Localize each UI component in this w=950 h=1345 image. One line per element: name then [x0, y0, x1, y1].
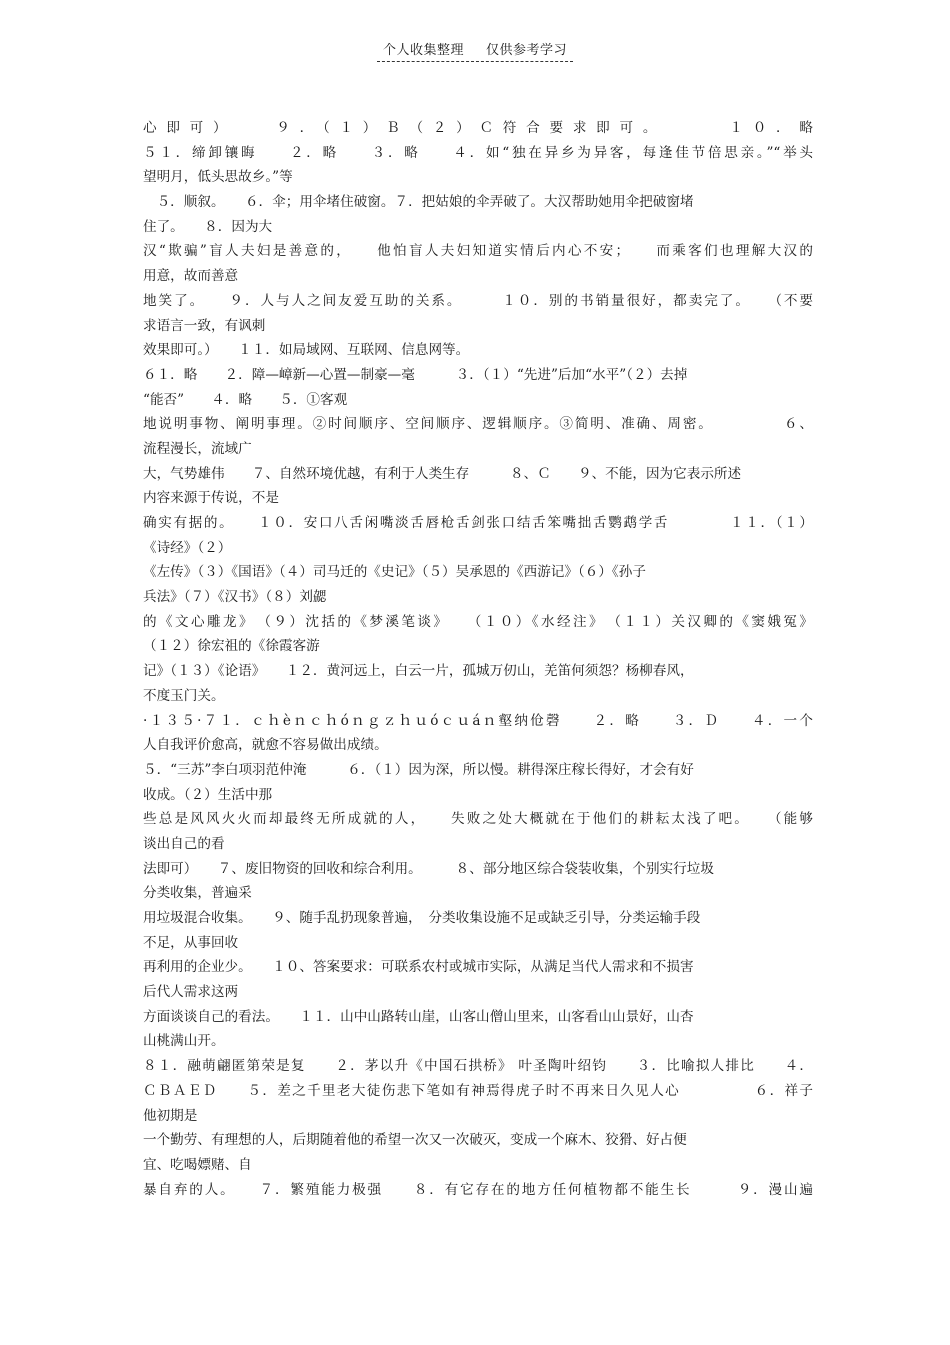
text-line: 暴自弃的人。 ７．繁殖能力极强 ８．有它存在的地方任何植物都不能生长 ９．漫山遍 — [143, 1181, 813, 1198]
text-line: 后代人需求这两 — [143, 984, 239, 1001]
text-line: 大，气势雄伟 ７、自然环境优越，有利于人类生存 ８、Ｃ ９、不能，因为它表示所述 — [143, 465, 742, 482]
text-line: 不足，从事回收 — [143, 934, 239, 951]
text-line: “能否” ４．略 ５．①客观 — [143, 391, 348, 408]
text-line: 地说明事物、阐明事理。②时间顺序、空间顺序、逻辑顺序。③简明、准确、周密。 ６、 — [143, 416, 813, 433]
text-line: 《诗经》（２） — [143, 539, 232, 556]
text-line: 收成。（２）生活中那 — [143, 786, 273, 803]
text-line: 内容来源于传说，不是 — [143, 490, 279, 507]
text-line: ·１３５·７１．ｃｈèｎｃｈóｎｇｚｈｕóｃｕáｎ壑纳伧磬 ２．略 ３．Ｄ ４．一个 — [143, 712, 813, 729]
text-line: 再利用的企业少。 １０、答案要求：可联系农村或城市实际，从满足当代人需求和不损害 — [143, 959, 694, 976]
text-line: 山桃满山开。 — [143, 1033, 225, 1050]
text-line: ５．顺叙。 ６．伞；用伞堵住破窗。７．把姑娘的伞弄破了。大汉帮助她用伞把破窗堵 — [143, 194, 694, 211]
page-header — [0, 39, 950, 62]
text-line: 《左传》（３）《国语》（４）司马迁的《史记》（５）吴承恩的《西游记》（６）《孙子 — [143, 564, 646, 581]
text-line: 分类收集，普遍采 — [143, 885, 252, 902]
text-line: 望明月，低头思故乡。”等 — [143, 169, 293, 186]
text-line: 心即可） ９．（１）Ｂ（２）Ｃ符合要求即可。 １０．略 — [143, 120, 813, 136]
text-line: 确实有据的。 １０．安口八舌闲嘴淡舌唇枪舌剑张口结舌笨嘴拙舌鹦鹉学舌 １１．（１） — [143, 515, 813, 531]
text-line: ５１．缔卸镶晦 ２．略 ３．略 ４．如“独在异乡为异客，每逢佳节倍思亲。”“举头 — [143, 144, 813, 161]
text-line: 法即可） ７、废旧物资的回收和综合利用。 ８、部分地区综合袋装收集，个别实行垃圾 — [143, 860, 714, 877]
text-line: 流程漫长，流域广 — [143, 440, 252, 457]
text-line: 效果即可。） １１．如局域网、互联网、信息网等。 — [143, 342, 470, 359]
text-line: 的《文心雕龙》 （９）沈括的《梦溪笔谈》 （１０）《水经注》 （１１）关汉卿的《窦娥冤》 — [143, 613, 813, 630]
text-line: 不度玉门关。 — [143, 687, 225, 704]
header-banner — [377, 39, 573, 62]
text-line: ＣＢＡＥＤ ５．差之千里老大徒伤悲下笔如有神焉得虎子时不再来日久见人心 ６．祥子 — [143, 1082, 813, 1099]
header-right-text: 仅供参考学习 — [486, 43, 568, 58]
text-line: ６１．略 ２．障—嶂新—心置—制豪—毫 ３．（１）“先进”后加“水平”（２）去掉 — [143, 366, 688, 383]
text-line: 用意，故而善意 — [143, 268, 239, 285]
text-line: 兵法》（７）《汉书》（８）刘勰 — [143, 589, 327, 606]
header-left-text: 个人收集整理 — [382, 43, 464, 58]
text-line: ８１．融萌翩匿第荣是复 ２．茅以升《中国石拱桥》 叶圣陶叶绍钧 ３．比喻拟人排比 ４． — [143, 1058, 813, 1075]
text-line: （１２）徐宏祖的《徐霞客游 — [143, 638, 320, 655]
text-line: 方面谈谈自己的看法。 １１．山中山路转山崖，山客山僧山里来，山客看山山景好，山杏 — [143, 1008, 694, 1025]
text-line: 谈出自己的看 — [143, 835, 225, 852]
text-line: 求语言一致，有讽刺 — [143, 317, 266, 334]
text-line: 住了。 ８．因为大 — [143, 218, 273, 235]
text-line: 一个勤劳、有理想的人，后期随着他的希望一次又一次破灭，变成一个麻木、狡猾、好占便 — [143, 1132, 687, 1149]
text-line: 汉“欺骗”盲人夫妇是善意的， 他怕盲人夫妇知道实情后内心不安； 而乘客们也理解大汉的 — [143, 243, 813, 260]
text-line: 他初期是 — [143, 1107, 198, 1124]
text-line: ５．“三苏”李白项羽范仲淹 ６．（１）因为深，所以慢。耕得深庄稼长得好，才会有好 — [143, 761, 694, 778]
text-line: 记》（１３）《论语》 １２．黄河远上，白云一片，孤城万仞山，羌笛何须怨？杨柳春风， — [143, 663, 694, 680]
answer-text-body — [143, 116, 813, 1202]
text-line: 地笑了。 ９．人与人之间友爱互助的关系。 １０．别的书销量很好，都卖完了。 （不要 — [143, 292, 813, 309]
text-line: 宜、吃喝嫖赌、自 — [143, 1156, 252, 1173]
text-line: 人自我评价愈高，就愈不容易做出成绩。 — [143, 737, 388, 754]
text-line: 用垃圾混合收集。 ９、随手乱扔现象普遍， 分类收集设施不足或缺乏引导，分类运输手段 — [143, 910, 701, 926]
text-line: 些总是风风火火而却最终无所成就的人， 失败之处大概就在于他们的耕耘太浅了吧。 （能够 — [143, 811, 813, 828]
